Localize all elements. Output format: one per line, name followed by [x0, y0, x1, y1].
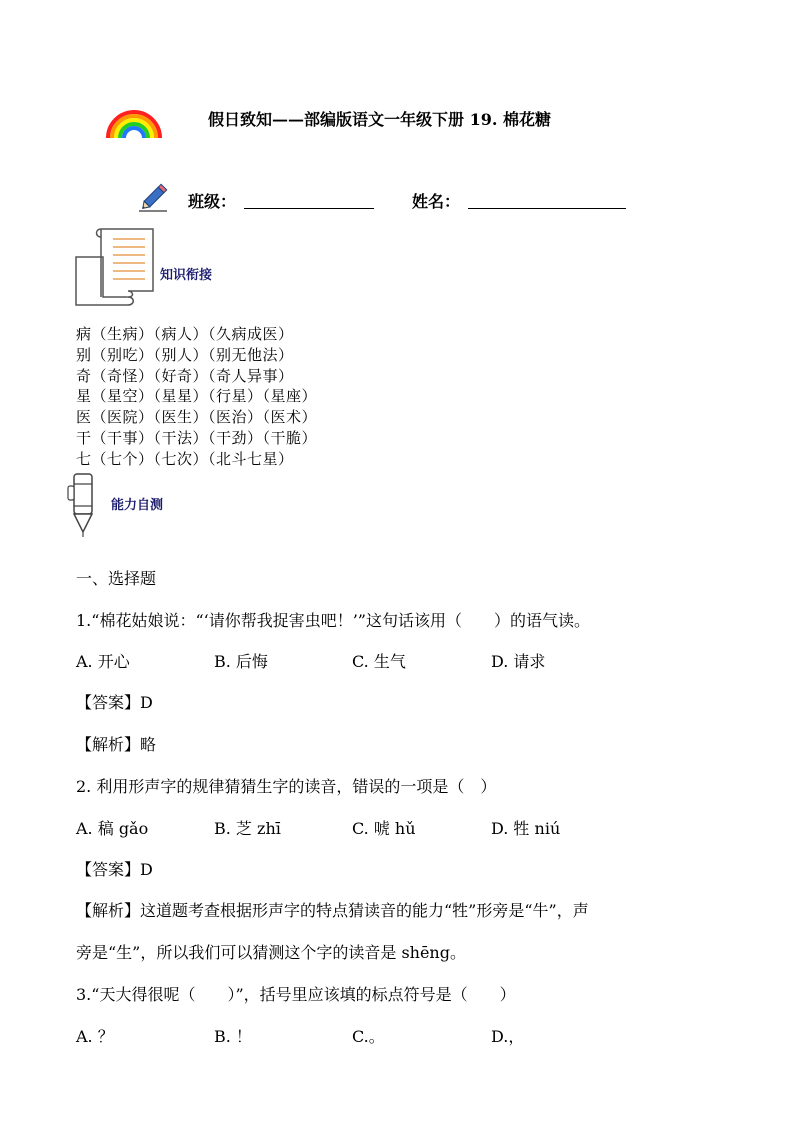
q2-analysis-line1: 【解析】这道题考查根据形声字的特点猜读音的能力“牲”形旁是“牛”，声: [76, 901, 589, 920]
q3-option-c[interactable]: C.。: [352, 1027, 385, 1046]
q1-option-d[interactable]: D. 请求: [491, 652, 546, 671]
vocab-line: 医（医院）（医生）（医治）（医术）: [76, 408, 318, 427]
pen-icon: [66, 470, 100, 540]
vocab-line: 干（干事）（干法）（干劲）（干脆）: [76, 428, 318, 447]
q2-option-d[interactable]: D. 牲 niú: [491, 819, 561, 838]
page-title: 假日致知——部编版语文一年级下册 19. 棉花糖: [208, 110, 551, 129]
question-2: 2. 利用形声字的规律猜猜生字的读音，错误的一项是（ ）: [76, 777, 497, 796]
scroll-paper-icon: [73, 227, 159, 309]
q2-option-c[interactable]: C. 唬 hǔ: [352, 819, 416, 838]
vocab-line: 别（别吃）（别人）（别无他法）: [76, 345, 294, 364]
vocab-list: [76, 324, 317, 470]
vocab-line: 病（生病）（病人）（久病成医）: [76, 325, 294, 343]
q3-option-b[interactable]: B. ！: [214, 1027, 252, 1046]
q3-option-a[interactable]: A. ？: [76, 1027, 114, 1046]
section-ability-label: 能力自测: [111, 498, 164, 513]
q1-answer: 【答案】D: [76, 693, 153, 712]
q1-option-b[interactable]: B. 后悔: [214, 652, 268, 671]
pencil-icon: [137, 180, 171, 214]
q2-answer: 【答案】D: [76, 860, 153, 879]
question-1: 1.“棉花姑娘说：“‘请你帮我捉害虫吧！’”这句话该用（ ）的语气读。: [76, 611, 590, 630]
class-label: 班级：: [188, 192, 237, 211]
vocab-line: 七（七个）（七次）（北斗七星）: [76, 449, 294, 468]
q2-option-b[interactable]: B. 芝 zhī: [214, 819, 281, 838]
rainbow-icon: [104, 106, 164, 140]
part-heading: 一、选择题: [76, 569, 157, 588]
vocab-line: 奇（奇怪）（好奇）（奇人异事）: [76, 366, 294, 385]
name-field[interactable]: [468, 208, 626, 209]
name-label: 姓名：: [412, 192, 461, 211]
q2-analysis-line2: 旁是“生”，所以我们可以猜测这个字的读音是 shēng。: [76, 943, 466, 962]
q1-option-c[interactable]: C. 生气: [352, 652, 406, 671]
q3-option-d[interactable]: D.，: [491, 1027, 525, 1046]
section-knowledge-label: 知识衔接: [160, 268, 213, 283]
class-field[interactable]: [244, 208, 374, 209]
q2-option-a[interactable]: A. 稿 gǎo: [76, 819, 149, 838]
vocab-line: 星（星空）（星星）（行星）（星座）: [76, 387, 318, 406]
question-3: 3.“天大得很呢（ ）”，括号里应该填的标点符号是（ ）: [76, 985, 516, 1004]
q1-option-a[interactable]: A. 开心: [76, 652, 130, 671]
q1-analysis: 【解析】略: [76, 735, 157, 754]
